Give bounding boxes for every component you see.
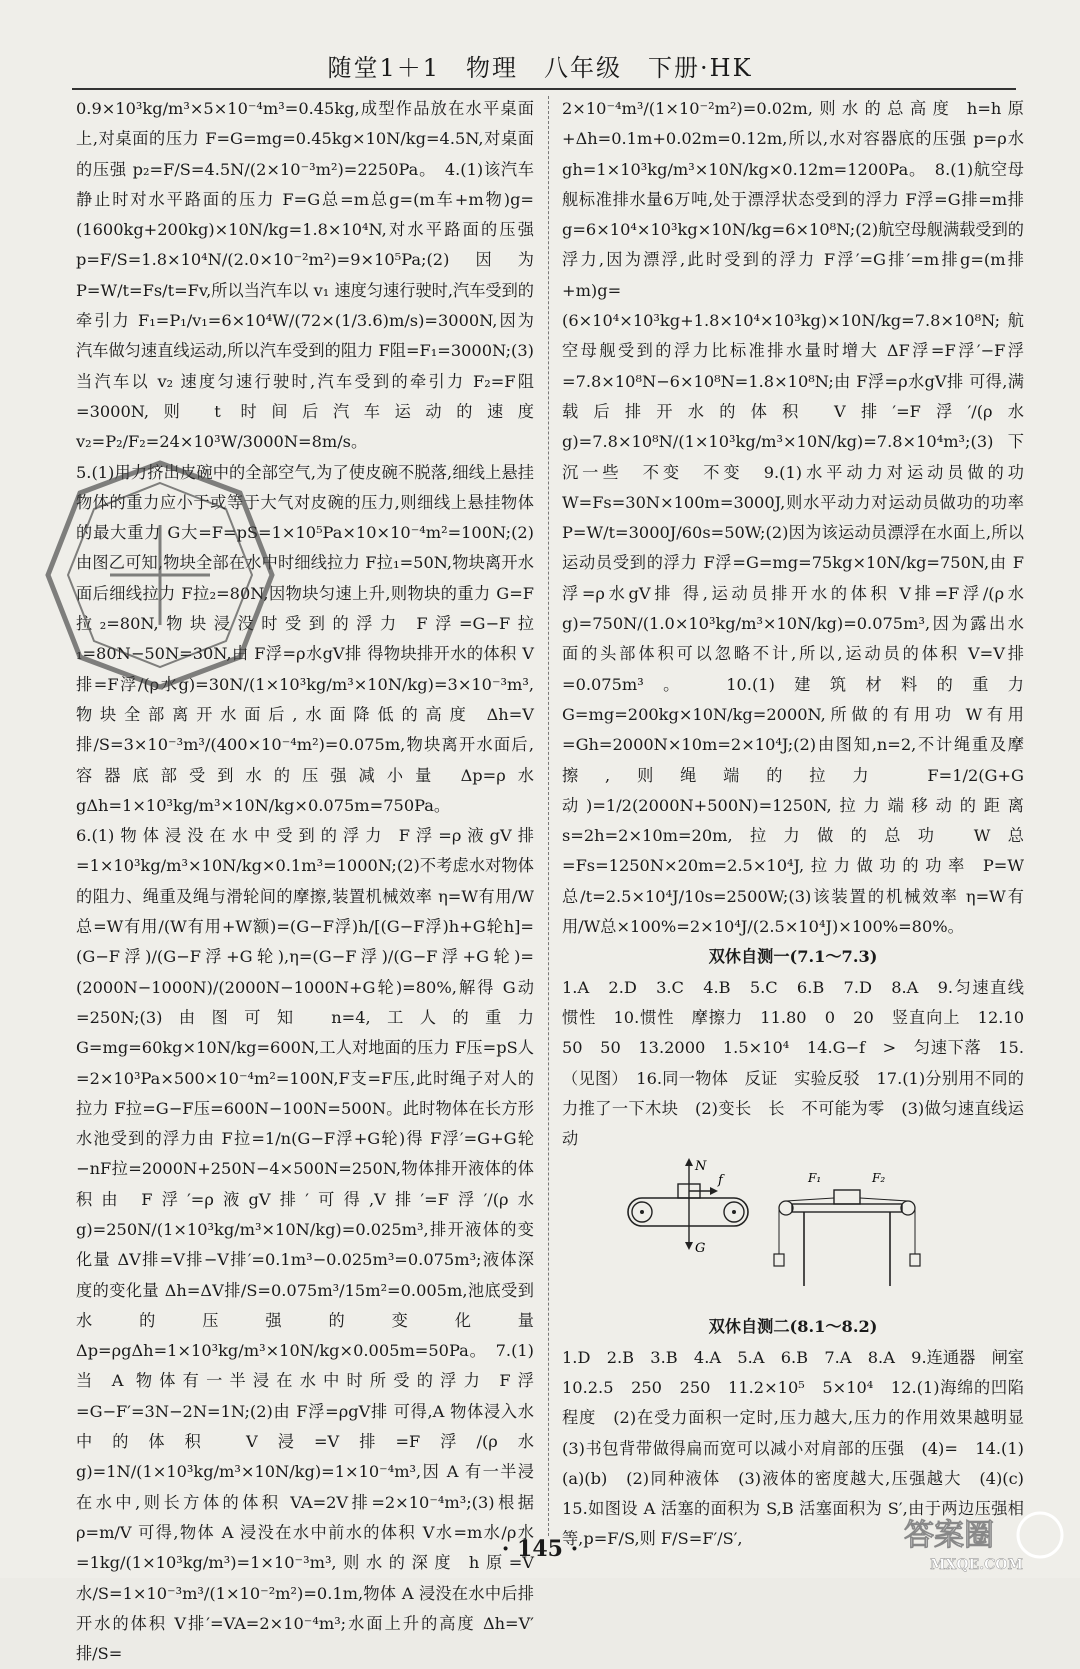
label-g: G [695, 1241, 706, 1257]
watermark-url: MXQE.COM [930, 1557, 1023, 1573]
answer-paragraph: 1.D 2.B 3.B 4.A 5.A 6.B 7.A 8.A 9.连通器 闸室 10.2.5 250 250 11.2×10⁵ 5×10⁴ 12.(1)海绵的凹陷程度 (2)在受力面积一定时,压力越大,压力的作用效果越明显 (3)书包背带做得扁而宽可以减小对肩部的压强 (4)= 14.(1)(a)(b) (2)同种液体 (3)液体的密度越大,压强越大 (4)(c) 15.如图设 A 活塞的面积为 S,B 活塞面积为 S′,由于两边压强相等,p=F/S,则 F/S=F′/S′, [562, 1347, 1041, 1549]
answer-paragraph: 5.(1)用力挤出皮碗中的全部空气,为了使皮碗不脱落,细线上悬挂物体的重力应小于或等于大气对皮碗的压力,则细线上悬挂物体的最大重力 G大=F=pS=1×10⁵Pa×10×10⁻⁴m²=100N;(2)由图乙可知,物块全部在水中时细线拉力 F拉₁=50N,物块离开水面后细线拉力 F拉₂=80N,因物块匀速上升,则物块的重力 G=F拉₂=80N,物块浸没时受到的浮力 F浮=G−F拉₁=80N−50N=30N,由 F浮=ρ水gV排 得物块排开水的体积 V排=F浮/(ρ水g)=30N/(1×10³kg/m³×10N/kg)=3×10⁻³m³,物块全部离开水面后,水面降低的高度 Δh=V排/S=3×10⁻³m³/(400×10⁻⁴m²)=0.075m,物块离开水面后,容器底部受到水的压强减小量 Δp=ρ水gΔh=1×10³kg/m³×10N/kg×0.075m=750Pa。 [76, 462, 534, 815]
answer-paragraph: 2×10⁻⁴m³/(1×10⁻²m²)=0.02m,则水的总高度 h=h原+Δh=0.1m+0.02m=0.12m,所以,水对容器底的压强 p=ρ水gh=1×10³kg/m³×10N/kg×0.12m=1200Pa。 8.(1)航空母舰标准排水量6万吨,处于漂浮状态受到的浮力 F浮=G排=m排g=6×10⁴×10³kg×10N/kg=6×10⁸N;(2)航空母舰满载受到的浮力,因为漂浮,此时受到的浮力 F浮′=G排′=m排g=(m排+m)g=(6×10⁴×10³kg+1.8×10⁴×10³kg)×10N/kg=7.8×10⁸N;航空母舰受到的浮力比标准排水量时增大 ΔF浮=F浮′−F浮=7.8×10⁸N−6×10⁸N=1.8×10⁸N;由 F浮=ρ水gV排 可得,满载后排开水的体积 V排′=F浮′/(ρ水g)=7.8×10⁸N/(1×10³kg/m³×10N/kg)=7.8×10⁴m³;(3)下沉一些 不变 不变 9.(1)水平动力对运动员做的功 W=Fs=30N×100m=3000J,则水平动力对运动员做功的功率 P=W/t=3000J/60s=50W;(2)因为该运动员漂浮在水面上,所以运动员受到的浮力 F浮=G=mg=75kg×10N/kg=750N,由 F浮=ρ水gV排 得,运动员排开水的体积 V排=F浮/(ρ水g)=750N/(1.0×10³kg/m³×10N/kg)=0.075m³,因为露出水面的头部体积可以忽略不计,所以,运动员的体积 V=V排=0.075m³。 10.(1)建筑材料的重力 G=mg=200kg×10N/kg=2000N,所做的有用功 W有用=Gh=2000N×10m=2×10⁴J;(2)由图知,n=2,不计绳重及摩擦,则绳端的拉力 F=1/2(G+G动)=1/2(2000N+500N)=1250N,拉力端移动的距离 s=2h=2×10m=20m,拉力做的总功 W总=Fs=1250N×20m=2.5×10⁴J,拉力做功的功率 P=W总/t=2.5×10⁴J/10s=2500W;(3)该装置的机械效率 η=W有用/W总×100%=2×10⁴J/(2.5×10⁴J)×100%=80%。 [562, 99, 1024, 937]
page-header: 随堂1＋1 物理 八年级 下册·HK [327, 54, 753, 82]
table-pulley-figure [774, 1171, 920, 1286]
section-title: 双休自测二(8.1～8.2) [708, 1317, 878, 1337]
section-title: 双休自测一(7.1～7.3) [708, 947, 878, 967]
watermark-text: 答案圈 [904, 1518, 994, 1553]
page-number: · 145 · [501, 1536, 579, 1562]
column-divider [548, 96, 549, 1536]
answer-paragraph: 6.(1)物体浸没在水中受到的浮力 F浮=ρ液gV排=1×10³kg/m³×10N/kg×0.1m³=1000N;(2)不考虑水对物体的阻力、绳重及绳与滑轮间的摩擦,装置机械效率 η=W有用/W总=W有用/(W有用+W额)=(G−F浮)h/[(G−F浮)h+G轮h]=(G−F浮)/(G−F浮+G轮),η=(G−F浮)/(G−F浮+G轮)=(2000N−1000N)/(2000N−1000N+G轮)=80%,解得 G动=250N;(3)由图可知 n=4,工人的重力 G=mg=60kg×10N/kg=600N,工人对地面的压力 F压=pS人=2×10³Pa×500×10⁻⁴m²=100N,F支=F压,此时绳子对人的拉力 F拉=G−F压=600N−100N=500N。此时物体在长方形水池受到的浮力由 F拉=1/n(G−F浮+G轮)得 F浮′=G+G轮−nF拉=2000N+250N−4×500N=250N,物体排开液体的体积由 F浮′=ρ液gV排′可得,V排′=F浮′/(ρ水g)=250N/(1×10³kg/m³×10N/kg)=0.025m³,排开液体的变化量 ΔV排=V排−V排′=0.1m³−0.025m³=0.075m³;液体深度的变化量 Δh=ΔV排/S=0.075m³/15m²=0.005m,池底受到水的压强的变化量 Δp=ρgΔh=1×10³kg/m³×10N/kg×0.005m=50Pa。 7.(1)当 A 物体有一半浸在水中时所受的浮力 F浮=G−F′=3N−2N=1N;(2)由 F浮=ρgV排 可得,A 物体浸入水中的体积 V浸=V排=F浮/(ρ水g)=1N/(1×10³kg/m³×10N/kg)=1×10⁻⁴m³,因 A 有一半浸在水中,则长方体的体积 VA=2V排=2×10⁻⁴m³;(3)根据 ρ=m/V 可得,物体 A 浸没在水中前水的体积 V水=m水/ρ水=1kg/(1×10³kg/m³)=1×10⁻³m³,则水的深度 h原=V水/S=1×10⁻³m³/(1×10⁻²m²)=0.1m,物体 A 浸没在水中后排开水的体积 V排′=VA=2×10⁻⁴m³;水面上升的高度 Δh=V′排/S= [76, 826, 534, 1664]
label-f: f [718, 1173, 723, 1189]
label-f2: F₂ [872, 1171, 886, 1186]
answer-paragraph: 0.9×10³kg/m³×5×10⁻⁴m³=0.45kg,成型作品放在水平桌面上,对桌面的压力 F=G=mg=0.45kg×10N/kg=4.5N,对桌面的压强 p₂=F/S=4.5N/(2×10⁻³m²)=2250Pa。 4.(1)该汽车静止时对水平路面的压力 F=G总=m总g=(m车+m物)g=(1600kg+200kg)×10N/kg=1.8×10⁴N,对水平路面的压强 p=F/S=1.8×10⁴N/(2.0×10⁻²m²)=9×10⁵Pa;(2)因为 P=W/t=Fs/t=Fv,所以当汽车以 v₁ 速度匀速行驶时,汽车受到的牵引力 F₁=P₁/v₁=6×10⁴W/(72×(1/3.6)m/s)=3000N,因为汽车做匀速直线运动,所以汽车受到的阻力 F阻=F₁=3000N;(3)当汽车以 v₂ 速度匀速行驶时,汽车受到的牵引力 F₂=F阻=3000N,则 t 时间后汽车运动的速度 v₂=P₂/F₂=24×10³W/3000N=8m/s。 [76, 99, 534, 452]
right-column [562, 94, 1041, 1555]
label-n: N [695, 1159, 707, 1175]
conveyor-figure [628, 1158, 748, 1256]
answer-paragraph: 1.A 2.D 3.C 4.B 5.C 6.B 7.D 8.A 9.匀速直线 惯性 10.惯性 摩擦力 11.80 0 20 竖直向上 12.10 50 50 13.2000 1.5×10⁴ 14.G−f > 匀速下落 15.（见图） 16.同一物体 反证 实验反驳 17.(1)分别用不同的力推了一下木块 (2)变长 长 不可能为零 (3)做匀速直线运动 [562, 977, 1041, 1149]
label-f1: F₁ [808, 1171, 822, 1186]
header-rule [72, 88, 1016, 90]
left-column [76, 94, 534, 1669]
force-diagram [622, 1158, 922, 1308]
